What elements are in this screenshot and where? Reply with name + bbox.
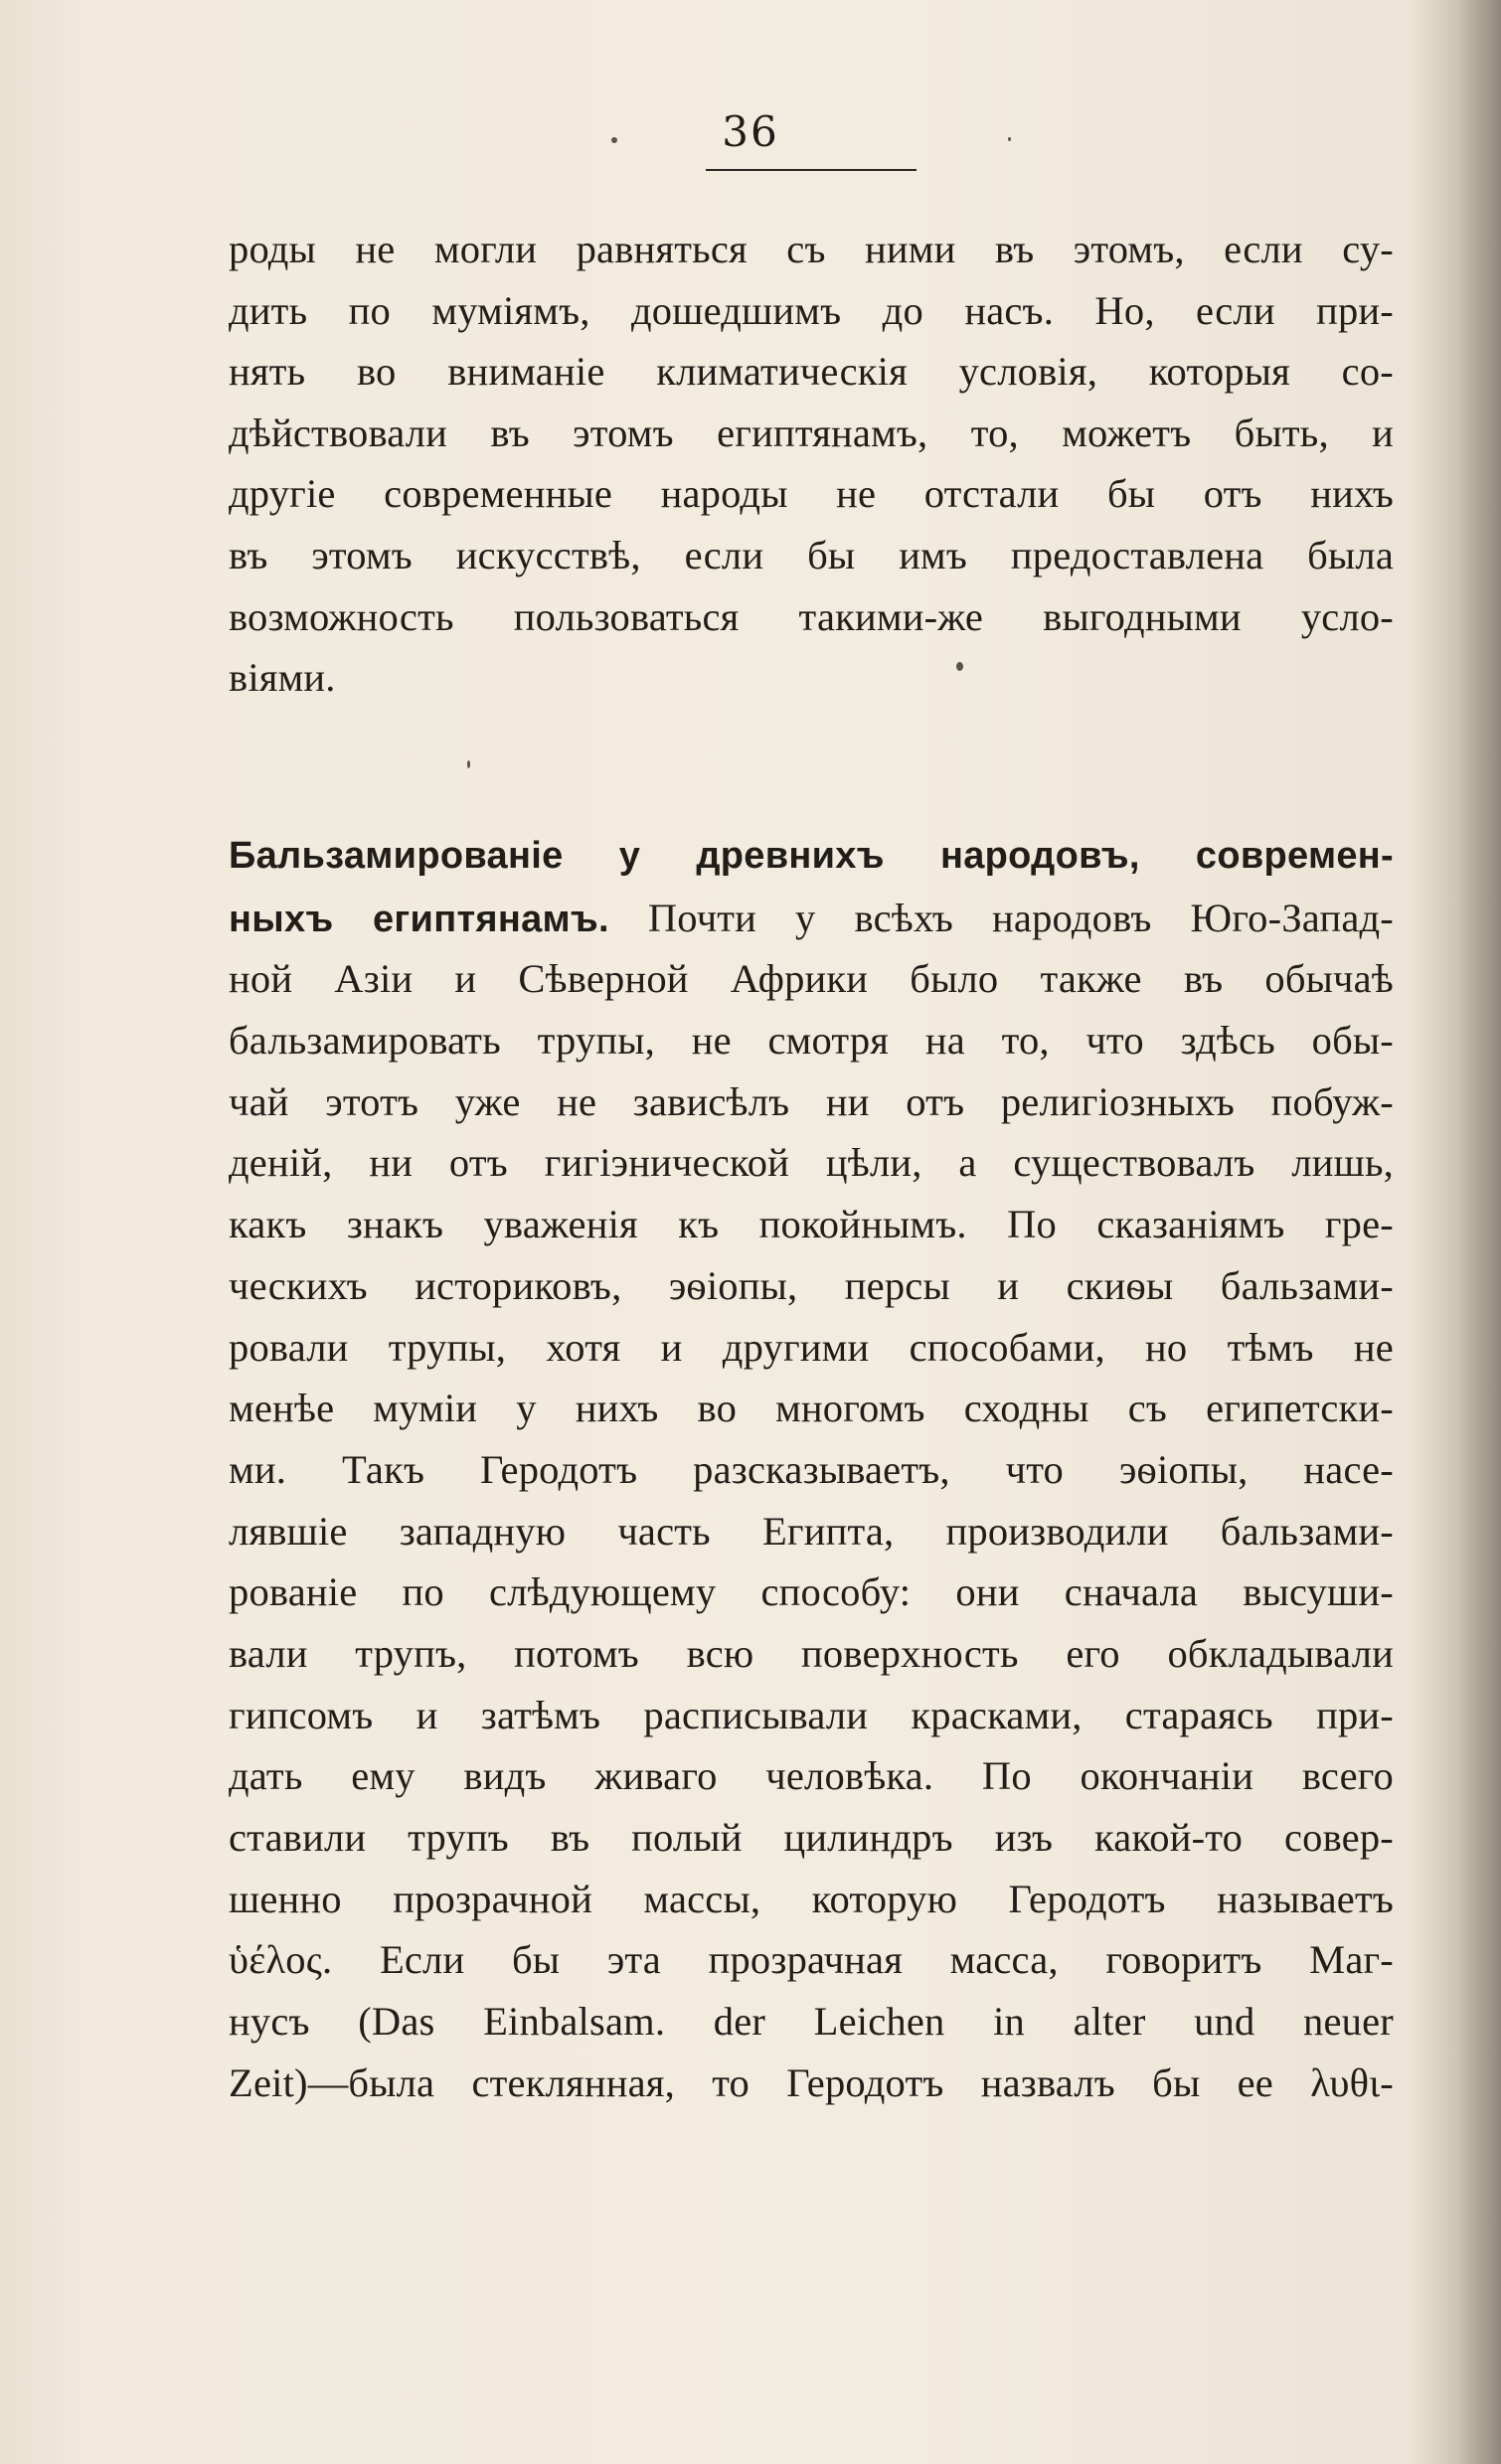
text-line: дѣйствовали въ этомъ египтянамъ, то, можетъ быть, и <box>229 410 1394 455</box>
page-number-rule <box>706 169 917 171</box>
text-line: денiй, ни отъ гигiэнической цѣли, а существовалъ лишь, <box>229 1140 1394 1186</box>
text-line: чай этотъ уже не зависѣлъ ни отъ религiозныхъ побуж- <box>229 1078 1394 1124</box>
text-line: шенно прозрачной массы, которую Геродотъ называетъ <box>229 1876 1394 1921</box>
text-line: Zeit)—была стеклянная, то Геродотъ назвалъ бы ее λυθι- <box>229 2059 1394 2105</box>
text-line: въ этомъ искусствѣ, если бы имъ предоставлена была <box>229 532 1394 577</box>
text-line: дить по мумiямъ, дошедшимъ до насъ. Но, если при- <box>229 287 1394 333</box>
section-heading-end: ныхъ египтянамъ. <box>229 898 609 940</box>
section-heading-line: Бальзамированiе у древнихъ народовъ, современ- <box>229 835 1394 877</box>
print-speck <box>467 760 470 768</box>
text-line: какъ знакъ уваженiя къ покойнымъ. По сказанiямъ гре- <box>229 1202 1394 1247</box>
text-line: ми. Такъ Геродотъ разсказываетъ, что эѳiопы, насе- <box>229 1446 1394 1492</box>
text-line: ной Азiи и Сѣверной Африки было также въ обычаѣ <box>229 956 1394 1002</box>
paragraph-2 <box>229 826 1394 2113</box>
text-line: ставили трупъ въ полый цилиндръ изъ какой-то совер- <box>229 1815 1394 1860</box>
text-line: возможность пользоваться такими-же выгодными усло- <box>229 593 1394 639</box>
text-line <box>229 888 1394 949</box>
text-line: ὑέλος. Если бы эта прозрачная масса, говоритъ Маг- <box>229 1937 1394 1983</box>
text-line: другiе современные народы не отстали бы отъ нихъ <box>229 471 1394 517</box>
text-line: лявшiе западную часть Египта, производили бальзами- <box>229 1508 1394 1554</box>
paragraph-1 <box>229 219 1394 709</box>
text-line: нусъ (Das Einbalsam. der Leichen in alter und neuer <box>229 1999 1394 2045</box>
text-line: вали трупъ, потомъ всю поверхность его обкладывали <box>229 1630 1394 1676</box>
text-line: ровали трупы, хотя и другими способами, но тѣмъ не <box>229 1324 1394 1370</box>
print-speck <box>956 662 963 671</box>
text-line: роды не могли равняться съ ними въ этомъ, если су- <box>229 227 1394 271</box>
text-line: дать ему видъ живаго человѣка. По окончанiи всего <box>229 1753 1394 1799</box>
text-line: вiями. <box>229 655 336 701</box>
text-line-rest: Почти у всѣхъ народовъ Юго-Запад- <box>647 895 1394 940</box>
page-number: 36 <box>722 107 779 156</box>
print-speck <box>611 137 617 143</box>
text-line: ческихъ историковъ, эѳiопы, персы и скиѳы бальзами- <box>229 1262 1394 1308</box>
text-line: нять во вниманiе климатическiя условiя, которыя со- <box>229 349 1394 395</box>
text-line: менѣе мумiи у нихъ во многомъ сходны съ египетски- <box>229 1386 1394 1431</box>
text-line: бальзамировать трупы, не смотря на то, что здѣсь обы- <box>229 1018 1394 1064</box>
print-speck <box>1008 137 1011 141</box>
text-line: гипсомъ и затѣмъ расписывали красками, стараясь при- <box>229 1692 1394 1737</box>
text-line: рованiе по слѣдующему способу: они сначала высуши- <box>229 1569 1394 1615</box>
